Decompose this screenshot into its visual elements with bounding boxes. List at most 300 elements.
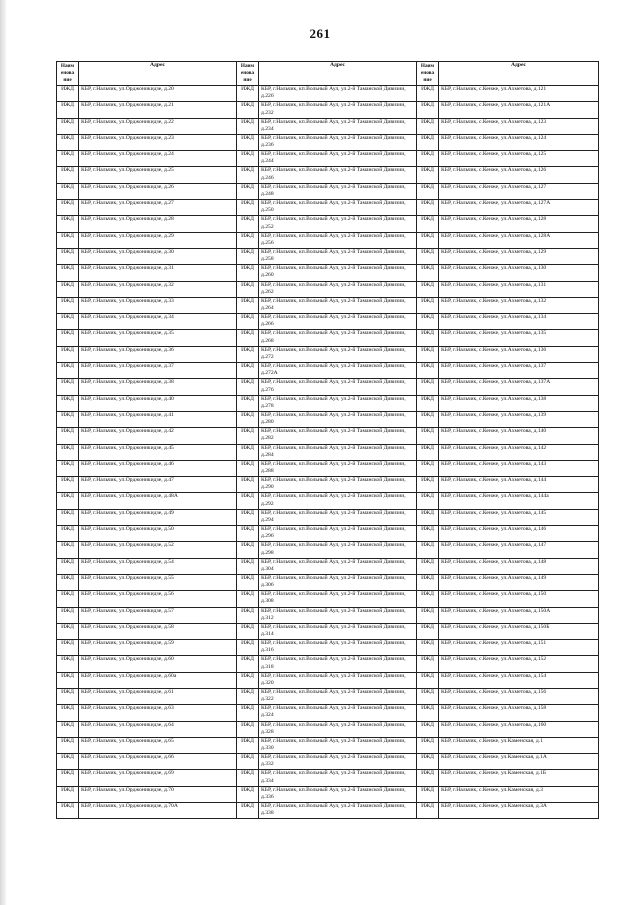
cell-type-col-2: ИЖД — [237, 444, 259, 460]
cell-type-col-1: ИЖД — [57, 428, 79, 444]
cell-type-col-2: ИЖД — [237, 672, 259, 688]
table-row — [57, 460, 599, 476]
cell-address-col-1: КБР, г.Нальчик, ул.Орджоникидзе, д.20 — [79, 86, 237, 102]
cell-address-col-1: КБР, г.Нальчик, ул.Орджоникидзе, д.40 — [79, 395, 237, 411]
cell-address-col-3: КБР, г.Нальчик, с.Кенже, ул.Ахметова, д.146 — [439, 526, 599, 542]
cell-type-col-2: ИЖД — [237, 737, 259, 753]
cell-address-col-1: КБР, г.Нальчик, ул.Орджоникидзе, д.32 — [79, 281, 237, 297]
cell-address-col-2: КБР, г.Нальчик, кп.Вольный Аул, ул.2-й Таманской Дивизии, д.246 — [259, 167, 417, 183]
cell-type-col-3: ИЖД — [417, 803, 439, 819]
cell-type-col-3: ИЖД — [417, 232, 439, 248]
table-row — [57, 591, 599, 607]
table-row — [57, 281, 599, 297]
table-row — [57, 737, 599, 753]
cell-type-col-1: ИЖД — [57, 672, 79, 688]
cell-address-col-3: КБР, г.Нальчик, с.Кенже, ул.Ахметова, д.150Б — [439, 623, 599, 639]
table-row — [57, 248, 599, 264]
cell-type-col-3: ИЖД — [417, 640, 439, 656]
cell-address-col-2: КБР, г.Нальчик, кп.Вольный Аул, ул.2-й Таманской Дивизии, д.272А — [259, 363, 417, 379]
cell-type-col-3: ИЖД — [417, 395, 439, 411]
cell-address-col-2: КБР, г.Нальчик, кп.Вольный Аул, ул.2-й Таманской Дивизии, д.276 — [259, 379, 417, 395]
cell-type-col-3: ИЖД — [417, 428, 439, 444]
cell-type-col-3: ИЖД — [417, 688, 439, 704]
table-row — [57, 232, 599, 248]
cell-type-col-3: ИЖД — [417, 591, 439, 607]
cell-address-col-1: КБР, г.Нальчик, ул.Орджоникидзе, д.58 — [79, 623, 237, 639]
cell-type-col-3: ИЖД — [417, 558, 439, 574]
cell-address-col-2: КБР, г.Нальчик, кп.Вольный Аул, ул.2-й Таманской Дивизии, д.264 — [259, 297, 417, 313]
table-row — [57, 526, 599, 542]
cell-type-col-3: ИЖД — [417, 770, 439, 786]
table-row — [57, 379, 599, 395]
cell-address-col-3: КБР, г.Нальчик, с.Кенже, ул.Ахметова, д.151 — [439, 640, 599, 656]
cell-type-col-2: ИЖД — [237, 688, 259, 704]
cell-type-col-2: ИЖД — [237, 411, 259, 427]
cell-address-col-2: КБР, г.Нальчик, кп.Вольный Аул, ул.2-й Таманской Дивизии, д.250 — [259, 200, 417, 216]
cell-type-col-2: ИЖД — [237, 705, 259, 721]
cell-type-col-3: ИЖД — [417, 183, 439, 199]
table-row — [57, 118, 599, 134]
cell-type-col-1: ИЖД — [57, 265, 79, 281]
table-row — [57, 542, 599, 558]
cell-address-col-2: КБР, г.Нальчик, кп.Вольный Аул, ул.2-й Таманской Дивизии, д.260 — [259, 265, 417, 281]
table-row — [57, 134, 599, 150]
cell-address-col-2: КБР, г.Нальчик, кп.Вольный Аул, ул.2-й Таманской Дивизии, д.332 — [259, 754, 417, 770]
cell-address-col-2: КБР, г.Нальчик, кп.Вольный Аул, ул.2-й Таманской Дивизии, д.304 — [259, 558, 417, 574]
cell-type-col-2: ИЖД — [237, 558, 259, 574]
cell-address-col-2: КБР, г.Нальчик, кп.Вольный Аул, ул.2-й Таманской Дивизии, д.266 — [259, 314, 417, 330]
cell-address-col-3: КБР, г.Нальчик, с.Кенже, ул.Каменская, д.1Б — [439, 770, 599, 786]
table-row — [57, 721, 599, 737]
cell-address-col-2: КБР, г.Нальчик, кп.Вольный Аул, ул.2-й Таманской Дивизии, д.282 — [259, 428, 417, 444]
cell-address-col-1: КБР, г.Нальчик, ул.Орджоникидзе, д.57 — [79, 607, 237, 623]
cell-address-col-2: КБР, г.Нальчик, кп.Вольный Аул, ул.2-й Таманской Дивизии, д.236 — [259, 134, 417, 150]
table-row — [57, 167, 599, 183]
cell-address-col-2: КБР, г.Нальчик, кп.Вольный Аул, ул.2-й Таманской Дивизии, д.288 — [259, 460, 417, 476]
page-number: 261 — [309, 26, 331, 41]
cell-type-col-3: ИЖД — [417, 411, 439, 427]
cell-type-col-1: ИЖД — [57, 183, 79, 199]
cell-type-col-2: ИЖД — [237, 151, 259, 167]
cell-type-col-2: ИЖД — [237, 623, 259, 639]
table-row — [57, 265, 599, 281]
cell-address-col-3: КБР, г.Нальчик, с.Кенже, ул.Ахметова, д.145 — [439, 509, 599, 525]
cell-type-col-3: ИЖД — [417, 672, 439, 688]
cell-address-col-1: КБР, г.Нальчик, ул.Орджоникидзе, д.28 — [79, 216, 237, 232]
cell-address-col-1: КБР, г.Нальчик, ул.Орджоникидзе, д.61 — [79, 688, 237, 704]
cell-type-col-2: ИЖД — [237, 281, 259, 297]
cell-address-col-1: КБР, г.Нальчик, ул.Орджоникидзе, д.50 — [79, 526, 237, 542]
table-row — [57, 200, 599, 216]
cell-type-col-1: ИЖД — [57, 379, 79, 395]
cell-address-col-2: КБР, г.Нальчик, кп.Вольный Аул, ул.2-й Таманской Дивизии, д.256 — [259, 232, 417, 248]
cell-address-col-2: КБР, г.Нальчик, кп.Вольный Аул, ул.2-й Таманской Дивизии, д.298 — [259, 542, 417, 558]
cell-type-col-3: ИЖД — [417, 86, 439, 102]
cell-type-col-1: ИЖД — [57, 493, 79, 509]
table-row — [57, 623, 599, 639]
cell-address-col-1: КБР, г.Нальчик, ул.Орджоникидзе, д.21 — [79, 102, 237, 118]
cell-address-col-1: КБР, г.Нальчик, ул.Орджоникидзе, д.38 — [79, 379, 237, 395]
cell-address-col-3: КБР, г.Нальчик, с.Кенже, ул.Ахметова, д.152 — [439, 656, 599, 672]
cell-address-col-1: КБР, г.Нальчик, ул.Орджоникидзе, д.27 — [79, 200, 237, 216]
cell-type-col-2: ИЖД — [237, 118, 259, 134]
cell-type-col-2: ИЖД — [237, 167, 259, 183]
cell-address-col-2: КБР, г.Нальчик, кп.Вольный Аул, ул.2-й Таманской Дивизии, д.284 — [259, 444, 417, 460]
cell-type-col-3: ИЖД — [417, 493, 439, 509]
cell-address-col-1: КБР, г.Нальчик, ул.Орджоникидзе, д.54 — [79, 558, 237, 574]
table-row — [57, 86, 599, 102]
cell-address-col-3: КБР, г.Нальчик, с.Кенже, ул.Каменская, д.3 — [439, 786, 599, 802]
cell-type-col-1: ИЖД — [57, 754, 79, 770]
cell-type-col-1: ИЖД — [57, 623, 79, 639]
table-row — [57, 297, 599, 313]
cell-type-col-2: ИЖД — [237, 640, 259, 656]
table-row — [57, 314, 599, 330]
cell-type-col-3: ИЖД — [417, 151, 439, 167]
cell-type-col-3: ИЖД — [417, 363, 439, 379]
cell-type-col-1: ИЖД — [57, 232, 79, 248]
cell-type-col-2: ИЖД — [237, 346, 259, 362]
cell-address-col-2: КБР, г.Нальчик, кп.Вольный Аул, ул.2-й Таманской Дивизии, д.234 — [259, 118, 417, 134]
cell-type-col-2: ИЖД — [237, 803, 259, 819]
cell-type-col-2: ИЖД — [237, 248, 259, 264]
cell-address-col-2: КБР, г.Нальчик, кп.Вольный Аул, ул.2-й Таманской Дивизии, д.248 — [259, 183, 417, 199]
cell-address-col-2: КБР, г.Нальчик, кп.Вольный Аул, ул.2-й Таманской Дивизии, д.322 — [259, 688, 417, 704]
cell-type-col-1: ИЖД — [57, 151, 79, 167]
cell-address-col-2: КБР, г.Нальчик, кп.Вольный Аул, ул.2-й Таманской Дивизии, д.292 — [259, 493, 417, 509]
cell-type-col-3: ИЖД — [417, 607, 439, 623]
table-row — [57, 216, 599, 232]
cell-address-col-1: КБР, г.Нальчик, ул.Орджоникидзе, д.55 — [79, 574, 237, 590]
cell-type-col-1: ИЖД — [57, 705, 79, 721]
cell-address-col-1: КБР, г.Нальчик, ул.Орджоникидзе, д.48А — [79, 493, 237, 509]
table-row — [57, 363, 599, 379]
cell-address-col-3: КБР, г.Нальчик, с.Кенже, ул.Ахметова, д.138 — [439, 395, 599, 411]
cell-type-col-3: ИЖД — [417, 118, 439, 134]
cell-type-col-1: ИЖД — [57, 574, 79, 590]
table-header-row — [57, 62, 599, 86]
cell-address-col-2: КБР, г.Нальчик, кп.Вольный Аул, ул.2-й Таманской Дивизии, д.318 — [259, 656, 417, 672]
cell-type-col-3: ИЖД — [417, 134, 439, 150]
cell-type-col-3: ИЖД — [417, 477, 439, 493]
cell-address-col-1: КБР, г.Нальчик, ул.Орджоникидзе, д.34 — [79, 314, 237, 330]
cell-type-col-1: ИЖД — [57, 786, 79, 802]
cell-address-col-2: КБР, г.Нальчик, кп.Вольный Аул, ул.2-й Таманской Дивизии, д.226 — [259, 86, 417, 102]
cell-address-col-2: КБР, г.Нальчик, кп.Вольный Аул, ул.2-й Таманской Дивизии, д.306 — [259, 574, 417, 590]
cell-address-col-2: КБР, г.Нальчик, кп.Вольный Аул, ул.2-й Таманской Дивизии, д.280 — [259, 411, 417, 427]
cell-address-col-2: КБР, г.Нальчик, кп.Вольный Аул, ул.2-й Таманской Дивизии, д.296 — [259, 526, 417, 542]
cell-type-col-1: ИЖД — [57, 509, 79, 525]
cell-address-col-3: КБР, г.Нальчик, с.Кенже, ул.Ахметова, д.127 — [439, 183, 599, 199]
table-row — [57, 574, 599, 590]
cell-type-col-3: ИЖД — [417, 167, 439, 183]
table-row — [57, 411, 599, 427]
cell-type-col-2: ИЖД — [237, 428, 259, 444]
cell-address-col-1: КБР, г.Нальчик, ул.Орджоникидзе, д.66 — [79, 754, 237, 770]
cell-address-col-3: КБР, г.Нальчик, с.Кенже, ул.Ахметова, д.128А — [439, 232, 599, 248]
col-header-type-2: Наим енова ние — [237, 62, 259, 86]
cell-address-col-3: КБР, г.Нальчик, с.Кенже, ул.Ахметова, д.128 — [439, 216, 599, 232]
cell-address-col-2: КБР, г.Нальчик, кп.Вольный Аул, ул.2-й Таманской Дивизии, д.262 — [259, 281, 417, 297]
cell-address-col-3: КБР, г.Нальчик, с.Кенже, ул.Ахметова, д.129 — [439, 248, 599, 264]
cell-address-col-2: КБР, г.Нальчик, кп.Вольный Аул, ул.2-й Таманской Дивизии, д.338 — [259, 803, 417, 819]
table-row — [57, 803, 599, 819]
cell-type-col-1: ИЖД — [57, 688, 79, 704]
cell-address-col-1: КБР, г.Нальчик, ул.Орджоникидзе, д.41 — [79, 411, 237, 427]
cell-address-col-2: КБР, г.Нальчик, кп.Вольный Аул, ул.2-й Таманской Дивизии, д.334 — [259, 770, 417, 786]
cell-type-col-1: ИЖД — [57, 460, 79, 476]
cell-address-col-3: КБР, г.Нальчик, с.Кенже, ул.Ахметова, д.136 — [439, 346, 599, 362]
cell-type-col-1: ИЖД — [57, 721, 79, 737]
cell-type-col-3: ИЖД — [417, 444, 439, 460]
cell-type-col-3: ИЖД — [417, 314, 439, 330]
cell-address-col-2: КБР, г.Нальчик, кп.Вольный Аул, ул.2-й Таманской Дивизии, д.258 — [259, 248, 417, 264]
cell-address-col-3: КБР, г.Нальчик, с.Кенже, ул.Ахметова, д.144 — [439, 477, 599, 493]
cell-address-col-1: КБР, г.Нальчик, ул.Орджоникидзе, д.33 — [79, 297, 237, 313]
cell-type-col-3: ИЖД — [417, 248, 439, 264]
cell-type-col-1: ИЖД — [57, 607, 79, 623]
cell-type-col-2: ИЖД — [237, 216, 259, 232]
cell-type-col-1: ИЖД — [57, 411, 79, 427]
cell-address-col-1: КБР, г.Нальчик, ул.Орджоникидзе, д.69 — [79, 770, 237, 786]
table-row — [57, 444, 599, 460]
table-row — [57, 102, 599, 118]
table-row — [57, 786, 599, 802]
cell-type-col-1: ИЖД — [57, 167, 79, 183]
cell-address-col-3: КБР, г.Нальчик, с.Кенже, ул.Каменская, д.3А — [439, 803, 599, 819]
cell-type-col-1: ИЖД — [57, 200, 79, 216]
cell-address-col-3: КБР, г.Нальчик, с.Кенже, ул.Ахметова, д.158 — [439, 705, 599, 721]
cell-address-col-3: КБР, г.Нальчик, с.Кенже, ул.Ахметова, д.126 — [439, 167, 599, 183]
cell-type-col-3: ИЖД — [417, 346, 439, 362]
cell-type-col-1: ИЖД — [57, 297, 79, 313]
cell-type-col-2: ИЖД — [237, 721, 259, 737]
cell-type-col-1: ИЖД — [57, 477, 79, 493]
cell-address-col-1: КБР, г.Нальчик, ул.Орджоникидзе, д.70 — [79, 786, 237, 802]
cell-address-col-1: КБР, г.Нальчик, ул.Орджоникидзе, д.56 — [79, 591, 237, 607]
cell-type-col-1: ИЖД — [57, 346, 79, 362]
cell-address-col-1: КБР, г.Нальчик, ул.Орджоникидзе, д.37 — [79, 363, 237, 379]
cell-address-col-1: КБР, г.Нальчик, ул.Орджоникидзе, д.23 — [79, 134, 237, 150]
cell-address-col-3: КБР, г.Нальчик, с.Кенже, ул.Ахметова, д.150А — [439, 607, 599, 623]
cell-type-col-2: ИЖД — [237, 232, 259, 248]
cell-type-col-3: ИЖД — [417, 200, 439, 216]
cell-type-col-2: ИЖД — [237, 363, 259, 379]
cell-address-col-3: КБР, г.Нальчик, с.Кенже, ул.Ахметова, д.127А — [439, 200, 599, 216]
cell-address-col-3: КБР, г.Нальчик, с.Кенже, ул.Ахметова, д.121 — [439, 86, 599, 102]
cell-address-col-1: КБР, г.Нальчик, ул.Орджоникидзе, д.63 — [79, 705, 237, 721]
table-row — [57, 558, 599, 574]
table-row — [57, 493, 599, 509]
cell-type-col-2: ИЖД — [237, 786, 259, 802]
cell-address-col-1: КБР, г.Нальчик, ул.Орджоникидзе, д.60 — [79, 656, 237, 672]
cell-type-col-2: ИЖД — [237, 574, 259, 590]
cell-type-col-2: ИЖД — [237, 591, 259, 607]
cell-type-col-1: ИЖД — [57, 526, 79, 542]
cell-type-col-2: ИЖД — [237, 542, 259, 558]
cell-address-col-3: КБР, г.Нальчик, с.Кенже, ул.Ахметова, д.123 — [439, 118, 599, 134]
cell-address-col-1: КБР, г.Нальчик, ул.Орджоникидзе, д.60а — [79, 672, 237, 688]
table-row — [57, 183, 599, 199]
cell-address-col-2: КБР, г.Нальчик, кп.Вольный Аул, ул.2-й Таманской Дивизии, д.308 — [259, 591, 417, 607]
col-header-address-3: Адрес — [439, 62, 599, 86]
table-row — [57, 607, 599, 623]
cell-address-col-2: КБР, г.Нальчик, кп.Вольный Аул, ул.2-й Таманской Дивизии, д.324 — [259, 705, 417, 721]
cell-type-col-1: ИЖД — [57, 330, 79, 346]
cell-address-col-1: КБР, г.Нальчик, ул.Орджоникидзе, д.42 — [79, 428, 237, 444]
cell-type-col-1: ИЖД — [57, 102, 79, 118]
cell-address-col-1: КБР, г.Нальчик, ул.Орджоникидзе, д.46 — [79, 460, 237, 476]
cell-type-col-3: ИЖД — [417, 542, 439, 558]
cell-type-col-1: ИЖД — [57, 770, 79, 786]
cell-address-col-1: КБР, г.Нальчик, ул.Орджоникидзе, д.30 — [79, 248, 237, 264]
cell-address-col-1: КБР, г.Нальчик, ул.Орджоникидзе, д.36 — [79, 346, 237, 362]
cell-type-col-1: ИЖД — [57, 134, 79, 150]
cell-address-col-2: КБР, г.Нальчик, кп.Вольный Аул, ул.2-й Таманской Дивизии, д.252 — [259, 216, 417, 232]
table-row — [57, 688, 599, 704]
cell-type-col-1: ИЖД — [57, 591, 79, 607]
cell-address-col-1: КБР, г.Нальчик, ул.Орджоникидзе, д.29 — [79, 232, 237, 248]
cell-type-col-2: ИЖД — [237, 460, 259, 476]
cell-type-col-3: ИЖД — [417, 623, 439, 639]
table-row — [57, 509, 599, 525]
cell-address-col-1: КБР, г.Нальчик, ул.Орджоникидзе, д.52 — [79, 542, 237, 558]
cell-type-col-3: ИЖД — [417, 705, 439, 721]
cell-address-col-2: КБР, г.Нальчик, кп.Вольный Аул, ул.2-й Таманской Дивизии, д.272 — [259, 346, 417, 362]
cell-address-col-3: КБР, г.Нальчик, с.Кенже, ул.Ахметова, д.134 — [439, 314, 599, 330]
cell-type-col-2: ИЖД — [237, 134, 259, 150]
cell-type-col-1: ИЖД — [57, 281, 79, 297]
cell-address-col-2: КБР, г.Нальчик, кп.Вольный Аул, ул.2-й Таманской Дивизии, д.312 — [259, 607, 417, 623]
table-row — [57, 705, 599, 721]
cell-type-col-2: ИЖД — [237, 200, 259, 216]
cell-address-col-3: КБР, г.Нальчик, с.Кенже, ул.Ахметова, д.147 — [439, 542, 599, 558]
cell-type-col-2: ИЖД — [237, 297, 259, 313]
cell-type-col-2: ИЖД — [237, 754, 259, 770]
cell-address-col-2: КБР, г.Нальчик, кп.Вольный Аул, ул.2-й Таманской Дивизии, д.316 — [259, 640, 417, 656]
table-row — [57, 428, 599, 444]
cell-address-col-1: КБР, г.Нальчик, ул.Орджоникидзе, д.64 — [79, 721, 237, 737]
cell-address-col-1: КБР, г.Нальчик, ул.Орджоникидзе, д.35 — [79, 330, 237, 346]
cell-address-col-2: КБР, г.Нальчик, кп.Вольный Аул, ул.2-й Таманской Дивизии, д.294 — [259, 509, 417, 525]
cell-address-col-3: КБР, г.Нальчик, с.Кенже, ул.Ахметова, д.140 — [439, 428, 599, 444]
cell-type-col-3: ИЖД — [417, 656, 439, 672]
cell-type-col-3: ИЖД — [417, 297, 439, 313]
cell-type-col-2: ИЖД — [237, 395, 259, 411]
cell-type-col-2: ИЖД — [237, 509, 259, 525]
cell-type-col-3: ИЖД — [417, 526, 439, 542]
cell-address-col-3: КБР, г.Нальчик, с.Кенже, ул.Ахметова, д.160 — [439, 721, 599, 737]
cell-type-col-1: ИЖД — [57, 395, 79, 411]
cell-address-col-3: КБР, г.Нальчик, с.Кенже, ул.Ахметова, д.156 — [439, 688, 599, 704]
cell-address-col-1: КБР, г.Нальчик, ул.Орджоникидзе, д.49 — [79, 509, 237, 525]
cell-address-col-2: КБР, г.Нальчик, кп.Вольный Аул, ул.2-й Таманской Дивизии, д.320 — [259, 672, 417, 688]
cell-address-col-3: КБР, г.Нальчик, с.Кенже, ул.Каменская, д.1 — [439, 737, 599, 753]
cell-type-col-2: ИЖД — [237, 477, 259, 493]
cell-type-col-1: ИЖД — [57, 542, 79, 558]
cell-type-col-1: ИЖД — [57, 558, 79, 574]
cell-type-col-2: ИЖД — [237, 102, 259, 118]
cell-address-col-3: КБР, г.Нальчик, с.Кенже, ул.Ахметова, д.154 — [439, 672, 599, 688]
table-row — [57, 330, 599, 346]
cell-address-col-3: КБР, г.Нальчик, с.Кенже, ул.Ахметова, д.137 — [439, 363, 599, 379]
cell-type-col-2: ИЖД — [237, 86, 259, 102]
cell-address-col-1: КБР, г.Нальчик, ул.Орджоникидзе, д.24 — [79, 151, 237, 167]
cell-address-col-3: КБР, г.Нальчик, с.Кенже, ул.Ахметова, д.142 — [439, 444, 599, 460]
cell-type-col-1: ИЖД — [57, 314, 79, 330]
cell-address-col-3: КБР, г.Нальчик, с.Кенже, ул.Ахметова, д.150 — [439, 591, 599, 607]
cell-type-col-3: ИЖД — [417, 102, 439, 118]
cell-type-col-2: ИЖД — [237, 314, 259, 330]
cell-address-col-2: КБР, г.Нальчик, кп.Вольный Аул, ул.2-й Таманской Дивизии, д.314 — [259, 623, 417, 639]
cell-type-col-1: ИЖД — [57, 216, 79, 232]
cell-type-col-1: ИЖД — [57, 86, 79, 102]
cell-address-col-2: КБР, г.Нальчик, кп.Вольный Аул, ул.2-й Таманской Дивизии, д.336 — [259, 786, 417, 802]
cell-type-col-2: ИЖД — [237, 607, 259, 623]
col-header-address-2: Адрес — [259, 62, 417, 86]
table-body — [57, 86, 599, 819]
cell-type-col-1: ИЖД — [57, 803, 79, 819]
cell-type-col-1: ИЖД — [57, 640, 79, 656]
table-row — [57, 656, 599, 672]
cell-type-col-3: ИЖД — [417, 281, 439, 297]
cell-type-col-1: ИЖД — [57, 363, 79, 379]
cell-address-col-2: КБР, г.Нальчик, кп.Вольный Аул, ул.2-й Таманской Дивизии, д.330 — [259, 737, 417, 753]
cell-type-col-3: ИЖД — [417, 379, 439, 395]
cell-type-col-3: ИЖД — [417, 574, 439, 590]
cell-type-col-1: ИЖД — [57, 656, 79, 672]
cell-address-col-1: КБР, г.Нальчик, ул.Орджоникидзе, д.65 — [79, 737, 237, 753]
cell-address-col-3: КБР, г.Нальчик, с.Кенже, ул.Ахметова, д.135 — [439, 330, 599, 346]
col-header-address-1: Адрес — [79, 62, 237, 86]
col-header-type-1: Наим енова ние — [57, 62, 79, 86]
table-row — [57, 640, 599, 656]
cell-address-col-1: КБР, г.Нальчик, ул.Орджоникидзе, д.59 — [79, 640, 237, 656]
cell-address-col-1: КБР, г.Нальчик, ул.Орджоникидзе, д.31 — [79, 265, 237, 281]
cell-address-col-3: КБР, г.Нальчик, с.Кенже, ул.Ахметова, д.144а — [439, 493, 599, 509]
cell-type-col-3: ИЖД — [417, 330, 439, 346]
cell-type-col-1: ИЖД — [57, 444, 79, 460]
cell-address-col-1: КБР, г.Нальчик, ул.Орджоникидзе, д.26 — [79, 183, 237, 199]
cell-address-col-2: КБР, г.Нальчик, кп.Вольный Аул, ул.2-й Таманской Дивизии, д.232 — [259, 102, 417, 118]
cell-type-col-2: ИЖД — [237, 770, 259, 786]
cell-address-col-2: КБР, г.Нальчик, кп.Вольный Аул, ул.2-й Таманской Дивизии, д.278 — [259, 395, 417, 411]
cell-address-col-2: КБР, г.Нальчик, кп.Вольный Аул, ул.2-й Таманской Дивизии, д.244 — [259, 151, 417, 167]
col-header-type-3: Наим енова ние — [417, 62, 439, 86]
cell-type-col-2: ИЖД — [237, 379, 259, 395]
cell-address-col-1: КБР, г.Нальчик, ул.Орджоникидзе, д.47 — [79, 477, 237, 493]
cell-address-col-3: КБР, г.Нальчик, с.Кенже, ул.Ахметова, д.139 — [439, 411, 599, 427]
cell-type-col-2: ИЖД — [237, 493, 259, 509]
table-row — [57, 477, 599, 493]
table-row — [57, 395, 599, 411]
cell-address-col-3: КБР, г.Нальчик, с.Кенже, ул.Ахметова, д.149 — [439, 574, 599, 590]
cell-address-col-3: КБР, г.Нальчик, с.Кенже, ул.Ахметова, д.148 — [439, 558, 599, 574]
cell-type-col-1: ИЖД — [57, 248, 79, 264]
cell-address-col-3: КБР, г.Нальчик, с.Кенже, ул.Ахметова, д.131 — [439, 281, 599, 297]
cell-type-col-3: ИЖД — [417, 737, 439, 753]
cell-type-col-3: ИЖД — [417, 721, 439, 737]
cell-address-col-3: КБР, г.Нальчик, с.Кенже, ул.Ахметова, д.130 — [439, 265, 599, 281]
cell-address-col-3: КБР, г.Нальчик, с.Кенже, ул.Ахметова, д.132 — [439, 297, 599, 313]
cell-type-col-3: ИЖД — [417, 754, 439, 770]
cell-type-col-2: ИЖД — [237, 656, 259, 672]
table-row — [57, 754, 599, 770]
cell-address-col-3: КБР, г.Нальчик, с.Кенже, ул.Ахметова, д.125 — [439, 151, 599, 167]
address-register-table — [56, 61, 599, 819]
table-row — [57, 151, 599, 167]
cell-type-col-1: ИЖД — [57, 118, 79, 134]
